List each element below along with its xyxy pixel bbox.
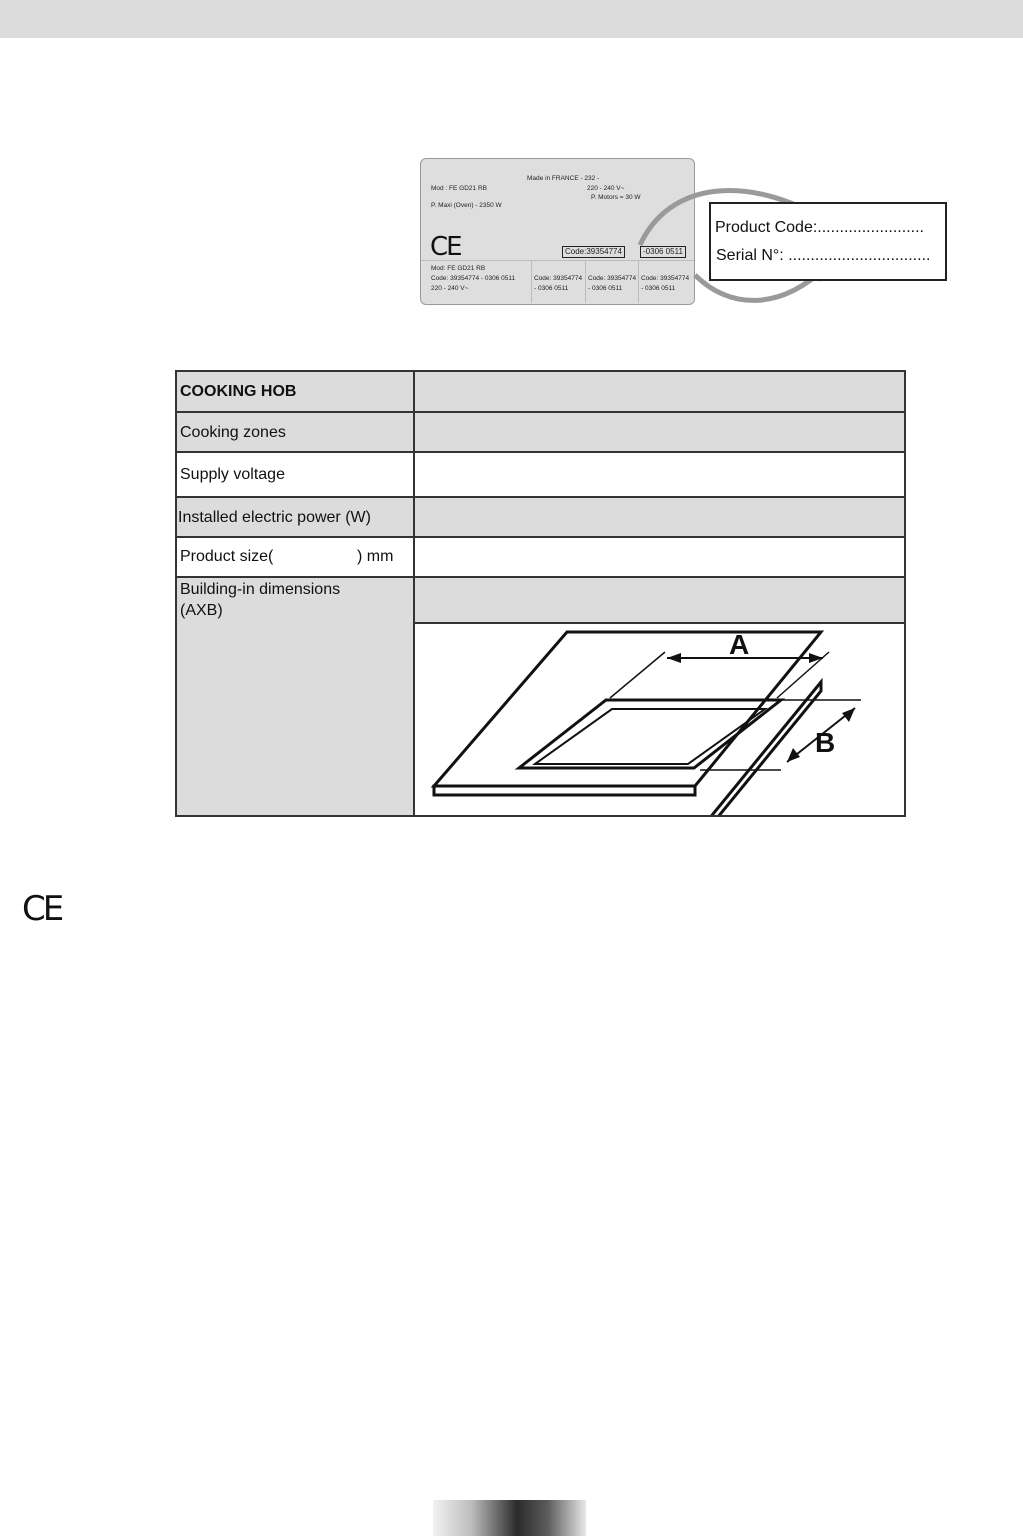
- plate-serial-box: -0306 0511: [640, 246, 686, 258]
- spec-value: [415, 413, 904, 451]
- page-tab: [433, 1500, 586, 1536]
- stub-voltage: 220 - 240 V~: [431, 285, 469, 292]
- tear-serial: - 0306 0511: [588, 285, 623, 292]
- cutout-diagram: [415, 624, 904, 815]
- spec-label: Product size(: [180, 548, 274, 565]
- spec-value: [415, 453, 904, 496]
- tear-code: Code: 39354774: [641, 275, 690, 282]
- spec-row: [177, 413, 904, 453]
- cutout-diagram-cell: [415, 624, 904, 815]
- spec-label-sub: (AXB): [180, 602, 223, 619]
- spec-label: Installed electric power (W): [178, 509, 371, 526]
- plate-model: Mod : FE GD21 RB: [431, 185, 487, 192]
- plate-made-in: Made in FRANCE - 232 -: [527, 175, 600, 182]
- worktop-front-edge: [434, 786, 695, 795]
- spec-value: [415, 498, 904, 536]
- product-code-dots: ........................: [817, 219, 924, 236]
- stub-code: Code: 39354774 - 0306 0511: [431, 275, 516, 282]
- spec-value: [415, 372, 904, 411]
- dim-a-arrow: [809, 653, 823, 663]
- ce-mark: CE: [22, 889, 62, 929]
- dim-b-label: B: [815, 727, 836, 758]
- tear-code: Code: 39354774: [588, 275, 637, 282]
- serial-dots: ................................: [788, 247, 931, 264]
- spec-label-unit: ) mm: [357, 548, 394, 565]
- dim-a-label: A: [729, 629, 750, 660]
- spec-value: [415, 538, 904, 576]
- spec-row: [177, 453, 904, 498]
- product-code-box: [709, 202, 947, 281]
- top-band: [0, 0, 1023, 38]
- spec-label: Supply voltage: [180, 466, 285, 483]
- spec-header: COOKING HOB: [180, 383, 297, 400]
- stub-model: Mod: FE GD21 RB: [431, 265, 486, 272]
- dim-b-arrow: [842, 708, 855, 722]
- tear-serial: - 0306 0511: [641, 285, 676, 292]
- plate-code-box: Code:39354774: [562, 246, 625, 258]
- spec-row: [177, 538, 904, 578]
- spec-value: [415, 578, 904, 624]
- spec-row-building: [177, 578, 904, 815]
- spec-label: Building-in dimensions: [180, 581, 341, 598]
- plate-divider: [585, 261, 586, 303]
- dim-b-arrow: [787, 748, 800, 762]
- plate-voltage: 220 - 240 V~: [587, 185, 625, 192]
- spec-row: [177, 498, 904, 538]
- spec-label: Cooking zones: [180, 424, 286, 441]
- tear-code: Code: 39354774: [534, 275, 583, 282]
- tear-serial: - 0306 0511: [534, 285, 569, 292]
- plate-divider: [531, 261, 532, 303]
- serial-label: Serial N°:: [716, 247, 784, 264]
- spec-table: [175, 370, 906, 817]
- plate-motors: P. Motors = 30 W: [591, 194, 641, 201]
- plate-pmaxi: P. Maxi (Oven) - 2350 W: [431, 202, 502, 209]
- plate-ce-mark: CE: [430, 232, 461, 262]
- product-code-label: Product Code:: [715, 219, 818, 236]
- spec-header-row: [177, 372, 904, 413]
